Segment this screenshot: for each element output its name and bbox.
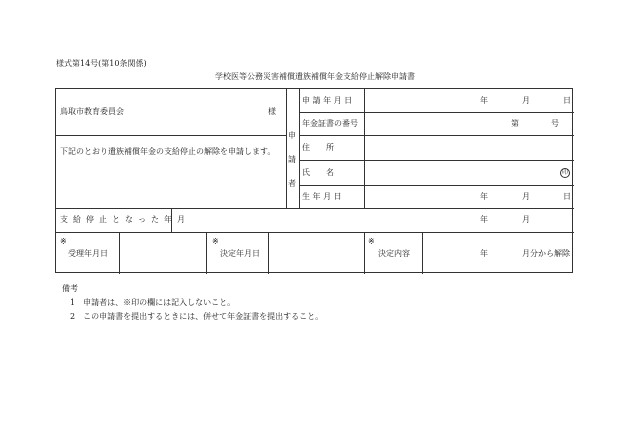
birth-date-day[interactable]: 日 bbox=[563, 192, 571, 201]
col-divider-office-5 bbox=[422, 232, 423, 274]
office-mark-2: ※ bbox=[212, 237, 219, 246]
col-divider-office-2 bbox=[206, 232, 207, 274]
request-text: 下記のとおり遺族補償年金の支給停止の解除を申請します。 bbox=[60, 147, 276, 156]
name-label: 氏 名 bbox=[302, 168, 334, 177]
row-divider-3 bbox=[299, 160, 574, 161]
form-number: 様式第14号(第10条関係) bbox=[56, 59, 147, 68]
col-divider-applicant bbox=[286, 89, 287, 208]
office-mark-3: ※ bbox=[368, 237, 375, 246]
left-divider bbox=[56, 135, 286, 136]
apply-date-label: 申 請 年 月 日 bbox=[302, 96, 353, 105]
decision-date-label: 決定年月日 bbox=[220, 249, 260, 258]
applicant-label-char-2: 請 bbox=[288, 155, 296, 164]
birth-date-month[interactable]: 月 bbox=[522, 192, 530, 201]
application-form-table bbox=[55, 88, 573, 273]
decision-content-year: 年 bbox=[480, 249, 488, 258]
apply-date-day[interactable]: 日 bbox=[563, 96, 571, 105]
note-item-2: 2 この申請書を提出するときには、併せて年金証書を提出すること。 bbox=[70, 312, 324, 321]
office-mark-1: ※ bbox=[60, 237, 67, 246]
birth-date-year[interactable]: 年 bbox=[480, 192, 488, 201]
col-divider-value bbox=[364, 89, 365, 208]
receipt-date-label: 受理年月日 bbox=[68, 249, 108, 258]
row-divider-2 bbox=[299, 135, 574, 136]
decision-content-label: 決定内容 bbox=[378, 249, 410, 258]
cert-number-label: 年金証書の番号 bbox=[302, 119, 358, 128]
suspension-month[interactable]: 月 bbox=[522, 215, 530, 224]
col-divider-office-4 bbox=[364, 232, 365, 274]
col-divider-office-1 bbox=[119, 232, 120, 274]
row-divider-4 bbox=[299, 185, 574, 186]
applicant-label-char-1: 申 bbox=[288, 131, 296, 140]
note-item-1: 1 申請者は、※印の欄には記入しないこと。 bbox=[70, 298, 236, 307]
suspension-year[interactable]: 年 bbox=[480, 215, 488, 224]
row-divider-5 bbox=[56, 208, 574, 209]
col-divider-label bbox=[299, 89, 300, 208]
col-divider-office-3 bbox=[268, 232, 269, 274]
addressee-suffix: 様 bbox=[268, 107, 276, 116]
row-divider-6 bbox=[56, 232, 574, 233]
apply-date-month[interactable]: 月 bbox=[522, 96, 530, 105]
notes-section bbox=[62, 282, 323, 324]
address-label: 住 所 bbox=[302, 143, 334, 152]
suspension-label: 支給停止となった年月 bbox=[60, 215, 190, 224]
applicant-label-char-3: 者 bbox=[288, 179, 296, 188]
decision-content-month: 月分から解除 bbox=[522, 249, 570, 258]
cert-number-field[interactable]: 第 号 bbox=[511, 119, 559, 128]
addressee: 鳥取市教育委員会 bbox=[60, 107, 124, 116]
apply-date-year[interactable]: 年 bbox=[480, 96, 488, 105]
row-divider-1 bbox=[299, 112, 574, 113]
birth-date-label: 生 年 月 日 bbox=[302, 192, 342, 201]
seal-mark: 印 bbox=[561, 169, 568, 176]
form-title: 学校医等公務災害補償遺族補償年金支給停止解除申請書 bbox=[215, 72, 415, 81]
notes-heading: 備考 bbox=[62, 284, 78, 293]
